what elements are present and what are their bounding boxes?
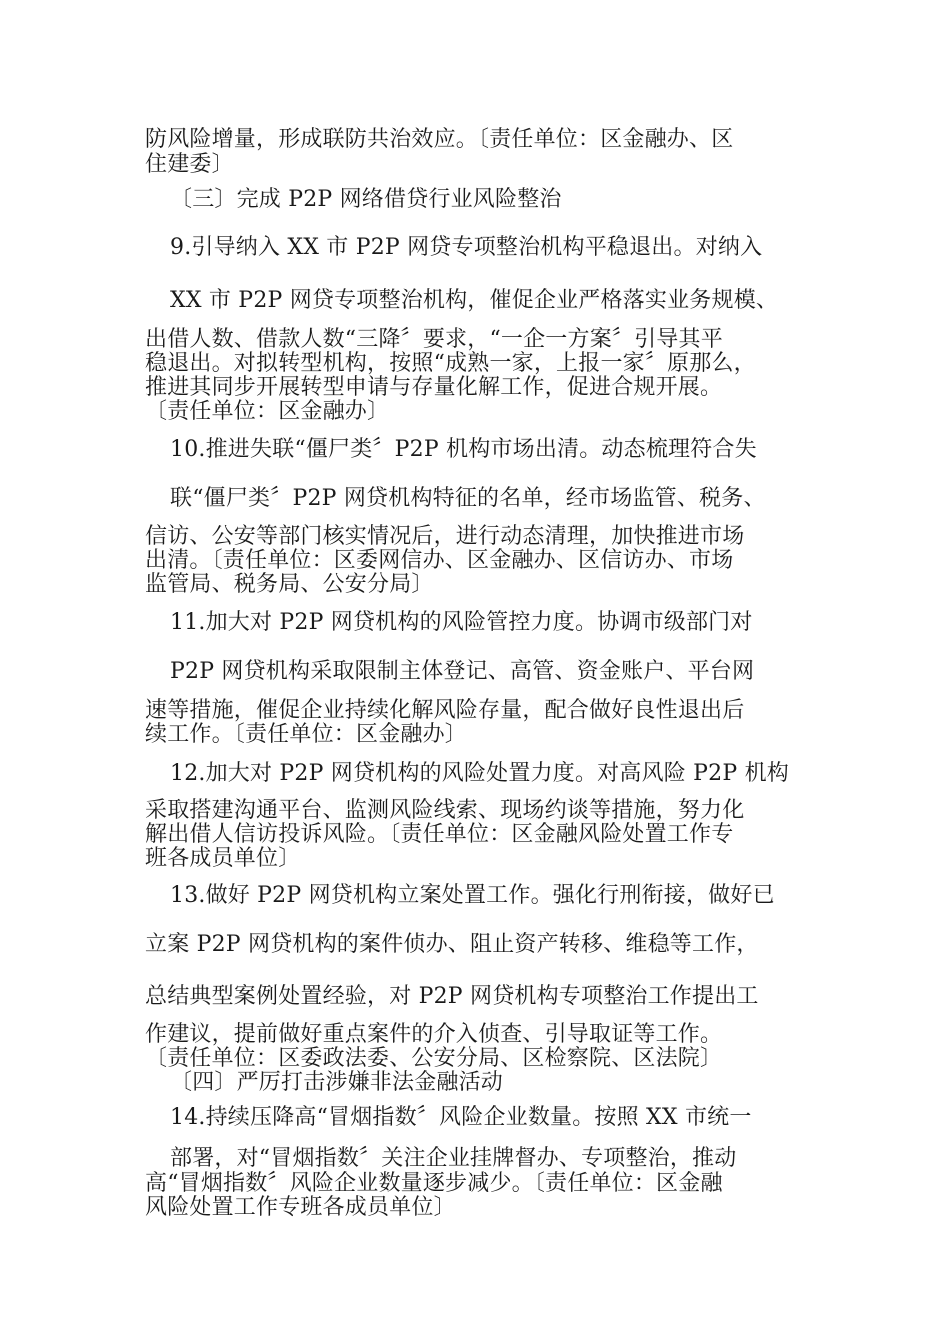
item-title: 10.推进失联“僵尸类〞P2P 机构市场出清。动态梳理符合失 bbox=[170, 437, 757, 462]
text-line: 作建议，提前做好重点案件的介入侦查、引导取证等工作。 bbox=[145, 1022, 723, 1047]
section-heading: 〔四〕严厉打击涉嫌非法金融活动 bbox=[170, 1070, 504, 1095]
text-line: XX 市 P2P 网贷专项整治机构，催促企业严格落实业务规模、 bbox=[170, 288, 779, 313]
section-heading: 〔三〕完成 P2P 网络借贷行业风险整治 bbox=[170, 187, 562, 212]
text-line: 〔责任单位：区金融办〕 bbox=[145, 399, 390, 424]
text-line: 高“冒烟指数〞风险企业数量逐步减少。〔责任单位：区金融 bbox=[145, 1171, 723, 1196]
text-line: 出借人数、借款人数“三降〞要求，“一企一方案〞引导其平 bbox=[145, 327, 723, 352]
text-line: 风险处置工作专班各成员单位〕 bbox=[145, 1195, 456, 1220]
item-title: 14.持续压降高“冒烟指数〞风险企业数量。按照 XX 市统一 bbox=[170, 1105, 752, 1130]
text-line: 出清。〔责任单位：区委网信办、区金融办、区信访办、市场 bbox=[145, 548, 734, 573]
text-line: 住建委〕 bbox=[145, 152, 234, 177]
text-line: 信访、公安等部门核实情况后，进行动态清理，加快推进市场 bbox=[145, 524, 745, 549]
text-line: 部署，对“冒烟指数〞关注企业挂牌督办、专项整治，推动 bbox=[170, 1146, 737, 1171]
text-line: 续工作。〔责任单位：区金融办〕 bbox=[145, 722, 468, 747]
text-line: 监管局、税务局、公安分局〕 bbox=[145, 572, 434, 597]
text-line: P2P 网贷机构采取限制主体登记、高管、资金账户、平台网 bbox=[170, 659, 755, 684]
text-line: 解出借人信访投诉风险。〔责任单位：区金融风险处置工作专 bbox=[145, 822, 734, 847]
text-line: 稳退出。对拟转型机构，按照“成熟一家，上报一家〞原那么， bbox=[145, 351, 756, 376]
text-line: 防风险增量，形成联防共治效应。〔责任单位：区金融办、区 bbox=[145, 127, 734, 152]
text-line: 速等措施，催促企业持续化解风险存量，配合做好良性退出后 bbox=[145, 698, 745, 723]
text-line: 班各成员单位〕 bbox=[145, 846, 301, 871]
item-title: 13.做好 P2P 网贷机构立案处置工作。强化行刑衔接，做好已 bbox=[170, 883, 775, 908]
text-line: 〔责任单位：区委政法委、公安分局、区检察院、区法院〕 bbox=[145, 1046, 723, 1071]
text-line: 联“僵尸类〞P2P 网贷机构特征的名单，经市场监管、税务、 bbox=[170, 486, 766, 511]
text-line: 采取搭建沟通平台、监测风险线索、现场约谈等措施，努力化 bbox=[145, 798, 745, 823]
item-title: 11.加大对 P2P 网贷机构的风险管控力度。协调市级部门对 bbox=[170, 610, 753, 635]
text-line: 推进其同步开展转型申请与存量化解工作，促进合规开展。 bbox=[145, 375, 723, 400]
text-line: 总结典型案例处置经验，对 P2P 网贷机构专项整治工作提出工 bbox=[145, 984, 759, 1009]
item-title: 12.加大对 P2P 网贷机构的风险处置力度。对高风险 P2P 机构 bbox=[170, 761, 789, 786]
item-title: 9.引导纳入 XX 市 P2P 网贷专项整治机构平稳退出。对纳入 bbox=[170, 235, 763, 260]
text-line: 立案 P2P 网贷机构的案件侦办、阻止资产转移、维稳等工作， bbox=[145, 932, 759, 957]
